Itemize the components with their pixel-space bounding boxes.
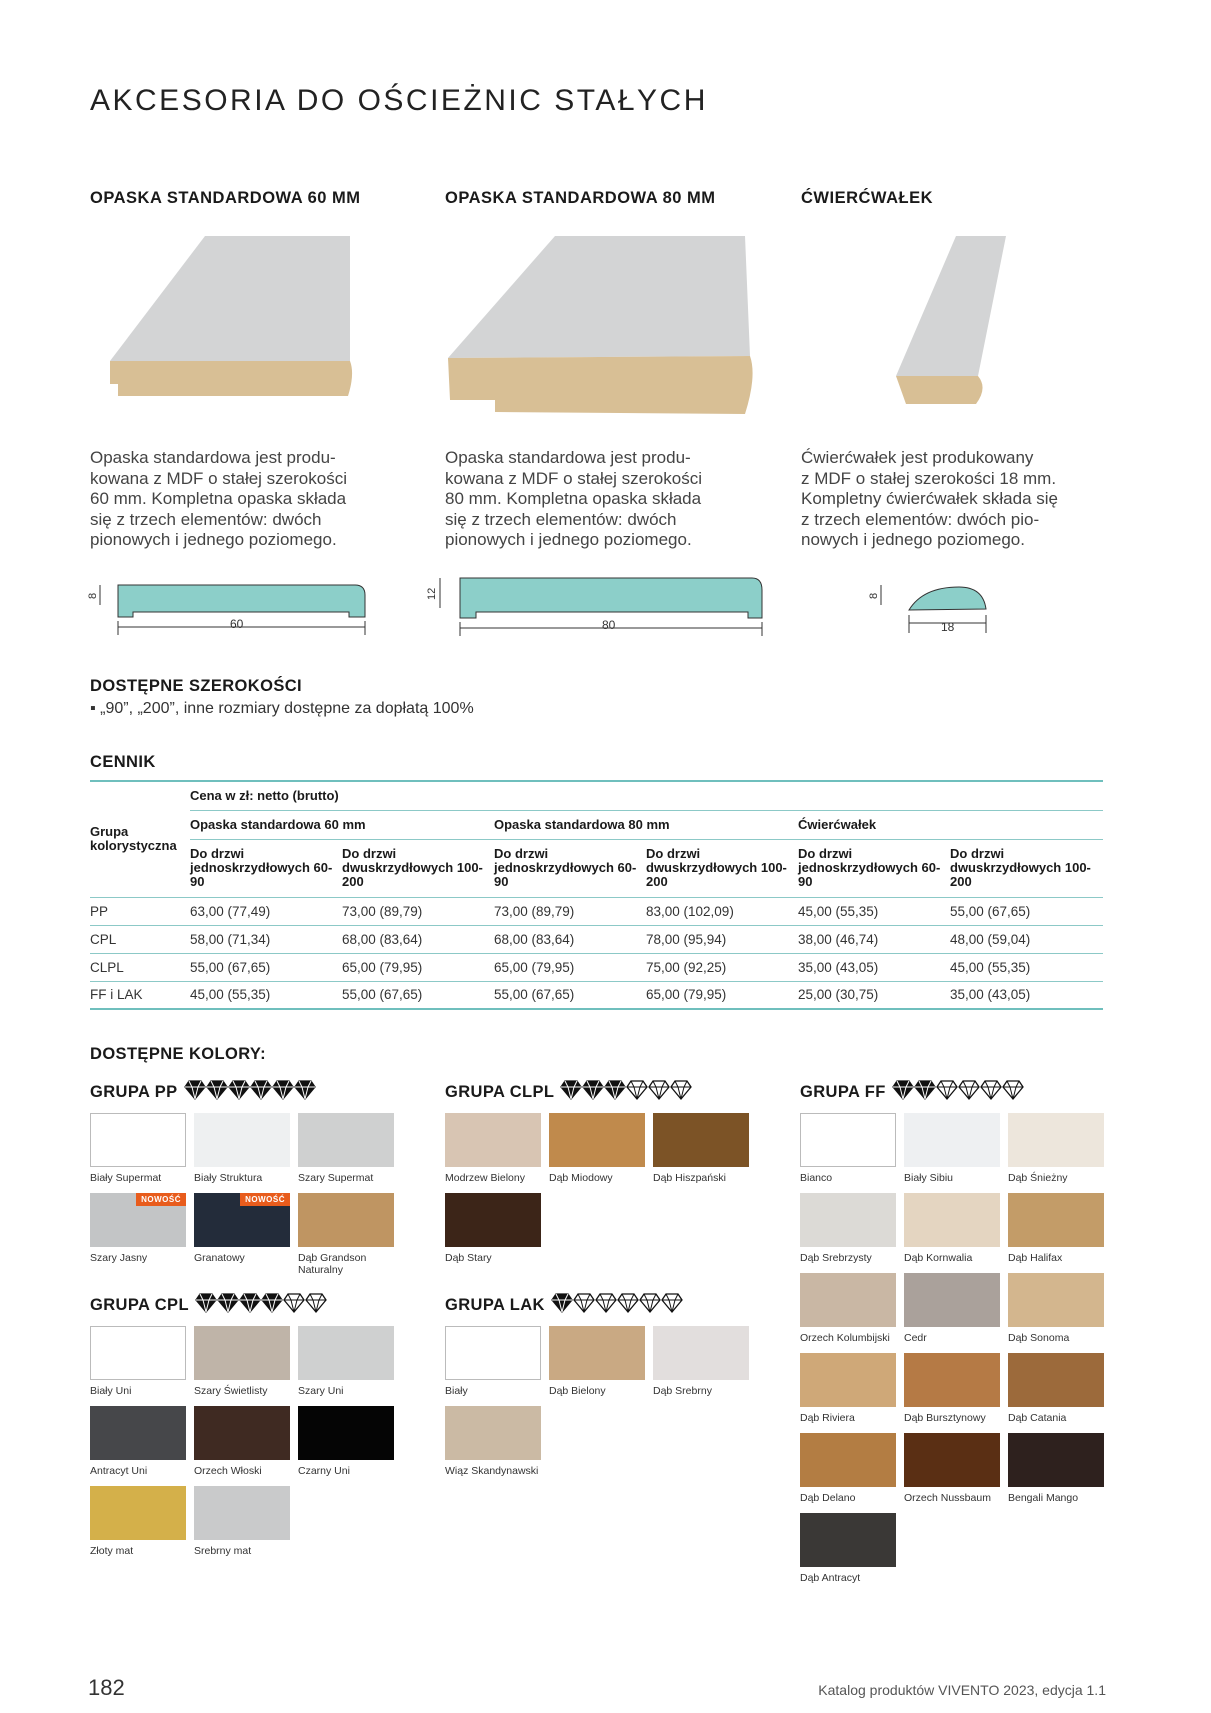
diamond-icon (273, 1081, 293, 1099)
price-cell: 68,00 (83,64) (342, 931, 423, 947)
color-label: Biały Uni (90, 1385, 132, 1397)
diamond-rating-icons (893, 1080, 1027, 1105)
color-swatch (1008, 1433, 1104, 1487)
price-cell: 45,00 (55,35) (190, 987, 271, 1003)
diamond-icon (196, 1294, 216, 1312)
color-label: Orzech Kolumbijski (800, 1332, 890, 1344)
color-label: Dąb Riviera (800, 1412, 855, 1424)
diamond-icon (262, 1294, 282, 1312)
color-label: Dąb Srebrny (653, 1385, 712, 1397)
color-swatch (800, 1273, 896, 1327)
dim-width: 60 (230, 617, 244, 631)
diamond-rating-icons (196, 1293, 330, 1318)
color-label: Dąb Śnieżny (1008, 1172, 1068, 1184)
price-cell: 38,00 (46,74) (798, 931, 879, 947)
product-image-opaska-80 (445, 236, 765, 421)
color-label: Szary Jasny (90, 1252, 148, 1264)
group-title (445, 1293, 686, 1318)
color-label: Dąb Srebrzysty (800, 1252, 872, 1264)
color-swatch (90, 1193, 186, 1247)
color-label: Dąb Halifax (1008, 1252, 1063, 1264)
price-cell: 55,00 (67,65) (494, 987, 575, 1003)
product-name: ĆWIERĆWAŁEK (801, 189, 933, 207)
price-cell: 35,00 (43,05) (950, 987, 1031, 1003)
color-swatch (298, 1193, 394, 1247)
product-name: OPASKA STANDARDOWA 80 MM (445, 189, 716, 207)
color-swatch (800, 1353, 896, 1407)
diamond-icon (552, 1294, 572, 1312)
price-cell: 75,00 (92,25) (646, 959, 727, 975)
color-label: Orzech Włoski (194, 1465, 262, 1477)
color-label: Orzech Nussbaum (904, 1492, 991, 1504)
price-cell: 35,00 (43,05) (798, 959, 879, 975)
product-image-cwiercwalek (896, 236, 1016, 411)
product-name: OPASKA STANDARDOWA 60 MM (90, 189, 361, 207)
diamond-icon (915, 1081, 935, 1099)
diamond-icon (640, 1294, 660, 1312)
color-label: Cedr (904, 1332, 927, 1344)
new-badge: NOWOŚĆ (136, 1193, 186, 1206)
color-label: Dąb Bursztynowy (904, 1412, 986, 1424)
subcol-header: Do drzwi jednoskrzydłowych 60-90 (798, 846, 941, 889)
diamond-icon (218, 1294, 238, 1312)
color-label: Biały Supermat (90, 1172, 162, 1184)
diamond-icon (207, 1081, 227, 1099)
diamond-icon (937, 1081, 957, 1099)
diamond-icon (596, 1294, 616, 1312)
group-name: GRUPA FF (800, 1082, 886, 1101)
color-swatch (800, 1433, 896, 1487)
product-description: Opaska standardowa jest produ- kowana z MDF o stałej szerokości 60 mm. Kompletna opaska składa się z trzech elementów: dwóch pionowych i jednego poziomego. (90, 448, 347, 549)
diamond-icon (583, 1081, 603, 1099)
product-description: Ćwierćwałek jest produkowany z MDF o stałej szerokości 18 mm. Kompletny ćwierćwałek składa się z trzech elementów: dwóch pio- nowych i jednego poziomego. (801, 448, 1058, 549)
group-name: GRUPA LAK (445, 1295, 545, 1314)
color-label: Dąb Bielony (549, 1385, 606, 1397)
color-swatch (194, 1406, 290, 1460)
widths-heading: DOSTĘPNE SZEROKOŚCI (90, 677, 303, 695)
color-label: Bianco (800, 1172, 833, 1184)
group-name: GRUPA PP (90, 1082, 178, 1101)
page-title: AKCESORIA DO OŚCIEŻNIC STAŁYCH (90, 84, 708, 117)
color-swatch (653, 1113, 749, 1167)
diamond-rating-icons (185, 1080, 319, 1105)
price-cell: 55,00 (67,65) (190, 959, 271, 975)
diamond-icon (627, 1081, 647, 1099)
color-label: Szary Supermat (298, 1172, 374, 1184)
table-row (90, 953, 1103, 981)
color-swatch (904, 1193, 1000, 1247)
profile-diagram-18 (868, 575, 1001, 639)
subcol-header: Do drzwi dwuskrzydłowych 100-200 (342, 846, 483, 889)
color-swatch (90, 1406, 186, 1460)
product-description: Opaska standardowa jest produ- kowana z MDF o stałej szerokości 80 mm. Kompletna opaska składa się z trzech elementów: dwóch pionowych i jednego poziomego. (445, 448, 702, 549)
group-title (90, 1080, 319, 1105)
color-swatch (1008, 1113, 1104, 1167)
price-table (90, 780, 1103, 1010)
diamond-icon (1003, 1081, 1023, 1099)
diamond-icon (284, 1294, 304, 1312)
row-group: CPL (90, 931, 117, 947)
color-label: Dąb Sonoma (1008, 1332, 1070, 1344)
price-cell: 55,00 (67,65) (950, 903, 1031, 919)
color-swatch (445, 1193, 541, 1247)
price-cell: 65,00 (79,95) (646, 987, 727, 1003)
color-swatch (549, 1113, 645, 1167)
subcol-header: Do drzwi jednoskrzydłowych 60-90 (190, 846, 333, 889)
table-row (90, 925, 1103, 953)
color-swatch (904, 1353, 1000, 1407)
color-label: Szary Świetlisty (194, 1385, 268, 1397)
diamond-rating-icons (552, 1293, 686, 1318)
price-cell: 83,00 (102,09) (646, 903, 734, 919)
diamond-icon (574, 1294, 594, 1312)
product-header: Opaska standardowa 80 mm (494, 816, 670, 832)
color-swatch (800, 1113, 896, 1167)
price-cell: 78,00 (95,94) (646, 931, 727, 947)
color-swatch (298, 1326, 394, 1380)
color-swatch (194, 1193, 290, 1247)
color-label: Dąb Catania (1008, 1412, 1067, 1424)
diamond-icon (959, 1081, 979, 1099)
color-label: Srebrny mat (194, 1545, 252, 1557)
diamond-icon (662, 1294, 682, 1312)
price-cell: 65,00 (79,95) (342, 959, 423, 975)
color-swatch (90, 1326, 186, 1380)
color-label: Dąb Grandson Naturalny (298, 1252, 367, 1276)
color-swatch (445, 1113, 541, 1167)
color-swatch (445, 1326, 541, 1380)
profile-diagram-80 (426, 570, 770, 640)
diamond-rating-icons (561, 1080, 695, 1105)
color-swatch (653, 1326, 749, 1380)
subcol-header: Do drzwi jednoskrzydłowych 60-90 (494, 846, 637, 889)
color-swatch (90, 1113, 186, 1167)
color-swatch (1008, 1193, 1104, 1247)
color-label: Szary Uni (298, 1385, 344, 1397)
color-swatch (90, 1486, 186, 1540)
color-swatch (904, 1113, 1000, 1167)
dim-width: 18 (941, 620, 955, 634)
dim-width: 80 (602, 618, 616, 632)
product-header: Opaska standardowa 60 mm (190, 816, 366, 832)
row-group: FF i LAK (90, 987, 143, 1003)
group-name: GRUPA CLPL (445, 1082, 555, 1101)
diamond-icon (295, 1081, 315, 1099)
diamond-icon (671, 1081, 691, 1099)
product-image-opaska-60 (110, 236, 350, 416)
price-cell: 45,00 (55,35) (950, 959, 1031, 975)
color-label: Antracyt Uni (90, 1465, 148, 1477)
color-swatch (1008, 1353, 1104, 1407)
diamond-icon (561, 1081, 581, 1099)
diamond-icon (240, 1294, 260, 1312)
group-header: Grupa kolorystyczna (90, 781, 190, 897)
diamond-icon (618, 1294, 638, 1312)
color-swatch (800, 1513, 896, 1567)
color-label: Wiąz Skandynawski (445, 1465, 539, 1477)
price-cell: 58,00 (71,34) (190, 931, 271, 947)
color-label: Biały Sibiu (904, 1172, 954, 1184)
group-title (90, 1293, 330, 1318)
row-group: CLPL (90, 959, 124, 975)
diamond-icon (605, 1081, 625, 1099)
subcol-header: Do drzwi dwuskrzydłowych 100-200 (646, 846, 787, 889)
color-label: Bengali Mango (1008, 1492, 1079, 1504)
page-number: 182 (88, 1675, 125, 1700)
price-cell: 45,00 (55,35) (798, 903, 879, 919)
color-swatch (194, 1326, 290, 1380)
price-cell: 48,00 (59,04) (950, 931, 1031, 947)
diamond-icon (649, 1081, 669, 1099)
color-swatch (904, 1273, 1000, 1327)
color-label: Dąb Stary (445, 1252, 492, 1264)
group-title (800, 1080, 1027, 1105)
color-label: Dąb Miodowy (549, 1172, 613, 1184)
table-row (90, 981, 1103, 1009)
color-swatch (800, 1193, 896, 1247)
color-label: Granatowy (194, 1252, 245, 1264)
price-cell: 68,00 (83,64) (494, 931, 575, 947)
color-label: Dąb Kornwalia (904, 1252, 973, 1264)
diamond-icon (185, 1081, 205, 1099)
price-cell: 73,00 (89,79) (494, 903, 575, 919)
catalog-footer: Katalog produktów VIVENTO 2023, edycja 1.1 (818, 1682, 1106, 1698)
color-label: Biały (445, 1385, 468, 1397)
price-cell: 73,00 (89,79) (342, 903, 423, 919)
dim-height: 8 (868, 592, 880, 599)
color-swatch (298, 1406, 394, 1460)
price-cell: 63,00 (77,49) (190, 903, 271, 919)
group-name: GRUPA CPL (90, 1295, 189, 1314)
dim-height: 8 (87, 592, 99, 599)
color-swatch (194, 1486, 290, 1540)
diamond-icon (893, 1081, 913, 1099)
subcol-header: Do drzwi dwuskrzydłowych 100-200 (950, 846, 1091, 889)
diamond-icon (251, 1081, 271, 1099)
color-swatch (298, 1113, 394, 1167)
color-swatch (1008, 1273, 1104, 1327)
color-label: Złoty mat (90, 1545, 134, 1557)
table-row (90, 897, 1103, 925)
color-swatch (549, 1326, 645, 1380)
color-label: Biały Struktura (194, 1172, 263, 1184)
color-swatch (194, 1113, 290, 1167)
color-label: Czarny Uni (298, 1465, 350, 1477)
price-label: Cena w zł: netto (brutto) (190, 787, 339, 803)
diamond-icon (981, 1081, 1001, 1099)
color-swatch (445, 1406, 541, 1460)
color-label: Dąb Delano (800, 1492, 856, 1504)
pricing-heading: CENNIK (90, 753, 156, 771)
widths-note: ▪ „90”, „200”, inne rozmiary dostępne za dopłatą 100% (90, 700, 474, 717)
group-title (445, 1080, 695, 1105)
price-cell: 25,00 (30,75) (798, 987, 879, 1003)
price-cell: 55,00 (67,65) (342, 987, 423, 1003)
new-badge: NOWOŚĆ (240, 1193, 290, 1206)
product-header: Ćwierćwałek (798, 816, 877, 832)
colors-heading: DOSTĘPNE KOLORY: (90, 1045, 266, 1063)
row-group: PP (90, 903, 109, 919)
color-swatch (904, 1433, 1000, 1487)
profile-diagram-60 (87, 575, 370, 637)
color-label: Dąb Hiszpański (653, 1172, 726, 1184)
color-label: Modrzew Bielony (445, 1172, 525, 1184)
color-label: Dąb Antracyt (800, 1572, 861, 1584)
dim-height: 12 (426, 587, 438, 600)
diamond-icon (229, 1081, 249, 1099)
price-cell: 65,00 (79,95) (494, 959, 575, 975)
diamond-icon (306, 1294, 326, 1312)
